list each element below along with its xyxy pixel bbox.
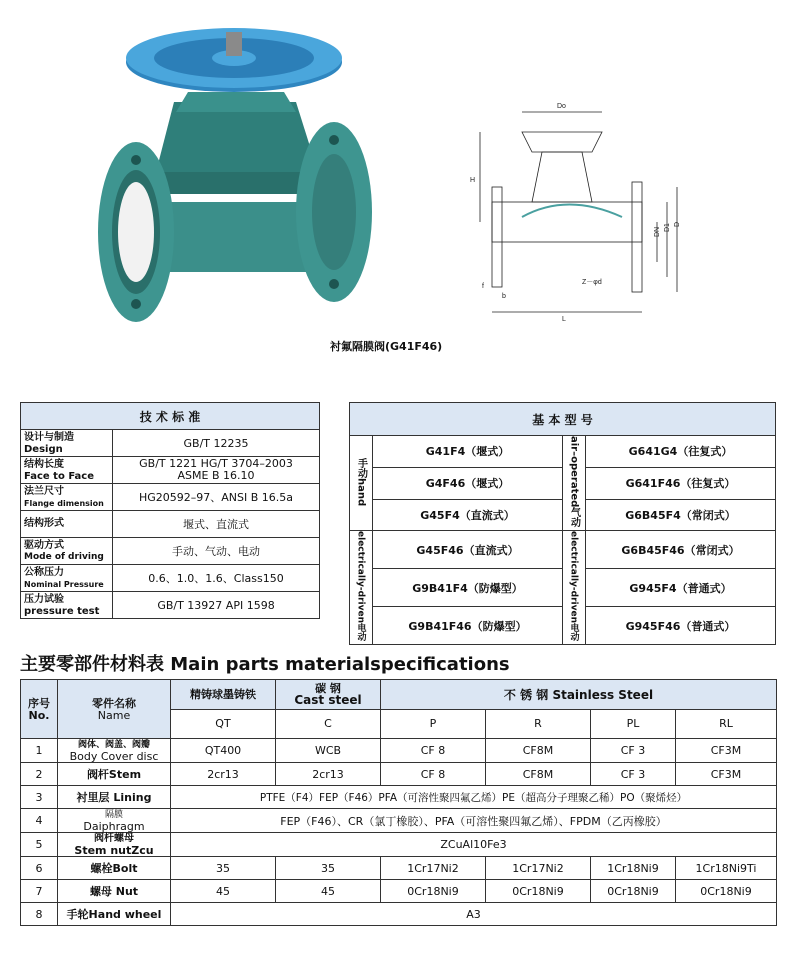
material-span-cell: A3 bbox=[171, 903, 777, 926]
stainless-header: 不 锈 钢 Stainless Steel bbox=[381, 680, 777, 710]
material-cell: 1Cr17Ni2 bbox=[486, 857, 591, 880]
row-number: 3 bbox=[21, 786, 58, 809]
svg-text:H: H bbox=[470, 177, 476, 184]
part-name: 衬里层 Lining bbox=[58, 786, 171, 809]
part-name-cn: 隔膜 bbox=[104, 810, 123, 820]
row-value: GB/T 1221 HG/T 3704–2003 ASME B 16.10 bbox=[113, 457, 320, 484]
material-cell: CF 3 bbox=[591, 763, 676, 786]
table-row bbox=[21, 484, 320, 511]
row-label-cn: 驱动方式 bbox=[24, 539, 64, 551]
part-name: 手轮Hand wheel bbox=[58, 903, 171, 926]
table-row bbox=[21, 880, 777, 903]
part-name-en: Stem nutZcu bbox=[74, 844, 154, 857]
part-name-cn: 阀体、阀盖、阀瓣 bbox=[77, 740, 150, 750]
material-cell: CF3M bbox=[676, 763, 777, 786]
part-name-en: Body Cover disc bbox=[69, 750, 159, 763]
table-row bbox=[21, 592, 320, 619]
no-header-en: No. bbox=[28, 708, 50, 722]
material-cell: 0Cr18Ni9 bbox=[676, 880, 777, 903]
row-label-cn: 压力试验 bbox=[24, 593, 64, 605]
electric-label-left: electrically-driven电动 bbox=[355, 531, 366, 642]
code-header: QT bbox=[171, 709, 276, 739]
model-cell: G45F4（直流式） bbox=[373, 499, 563, 531]
svg-text:b: b bbox=[502, 293, 506, 300]
row-number: 4 bbox=[21, 809, 58, 833]
material-cell: WCB bbox=[276, 739, 381, 763]
row-number: 5 bbox=[21, 833, 58, 857]
part-name-en: Daiphragm bbox=[83, 820, 145, 833]
row-label-cn: 结构形式 bbox=[24, 518, 64, 529]
row-label-en: Mode of driving bbox=[24, 551, 104, 562]
material-cell: CF8M bbox=[486, 739, 591, 763]
row-label-en: pressure test bbox=[24, 605, 100, 617]
row-number: 8 bbox=[21, 903, 58, 926]
material-span-cell: ZCuAl10Fe3 bbox=[171, 833, 777, 857]
material-cell: CF 8 bbox=[381, 739, 486, 763]
code-header: R bbox=[486, 709, 591, 739]
row-label-en: Face to Face bbox=[24, 470, 95, 482]
model-cell: G641G4（往复式） bbox=[586, 436, 776, 468]
material-cell: 2cr13 bbox=[276, 763, 381, 786]
basic-models-table bbox=[349, 402, 776, 645]
product-caption: 衬氟隔膜阀(G41F46) bbox=[330, 340, 443, 353]
material-cell: 35 bbox=[171, 857, 276, 880]
row-number: 1 bbox=[21, 739, 58, 763]
row-value: 堰式、直流式 bbox=[113, 511, 320, 538]
material-cell: QT400 bbox=[171, 739, 276, 763]
material-cell: CF3M bbox=[676, 739, 777, 763]
material-span-cell: FEP（F46）、CR（氯丁橡胶）、PFA（可溶性聚四氟乙烯）、FPDM（乙丙橡胶） bbox=[171, 809, 777, 833]
basic-models-title: 基 本 型 号 bbox=[350, 403, 776, 436]
table-row bbox=[21, 857, 777, 880]
code-header: PL bbox=[591, 709, 676, 739]
parts-material-table bbox=[20, 679, 777, 926]
table-header-row bbox=[21, 680, 777, 710]
manual-label: 手动hand bbox=[355, 457, 367, 506]
name-header-cn: 零件名称 bbox=[92, 696, 136, 710]
material-cell: 1Cr17Ni2 bbox=[381, 857, 486, 880]
svg-text:DN: DN bbox=[654, 226, 661, 237]
row-number: 7 bbox=[21, 880, 58, 903]
svg-text:D1: D1 bbox=[664, 223, 671, 232]
material-span-cell: PTFE（F4）FEP（F46）PFA（可溶性聚四氟乙烯）PE（超高分子理聚乙稀）PO（聚烯烃） bbox=[171, 786, 777, 809]
table-row bbox=[21, 739, 777, 763]
svg-text:f: f bbox=[482, 283, 484, 290]
tech-standard-title: 技 术 标 准 bbox=[21, 403, 320, 430]
row-number: 2 bbox=[21, 763, 58, 786]
code-header: P bbox=[381, 709, 486, 739]
model-cell: G4F46（堰式） bbox=[373, 467, 563, 499]
model-cell: G9B41F46（防爆型） bbox=[373, 607, 563, 645]
model-cell: G945F4（普通式） bbox=[586, 569, 776, 607]
material-cell: 2cr13 bbox=[171, 763, 276, 786]
table-row bbox=[21, 457, 320, 484]
model-cell: G6B45F46（常闭式） bbox=[586, 531, 776, 569]
material-cell: 45 bbox=[276, 880, 381, 903]
row-value: GB/T 12235 bbox=[113, 430, 320, 457]
material-cell: 0Cr18Ni9 bbox=[381, 880, 486, 903]
table-row bbox=[21, 903, 777, 926]
parts-section-title: 主要零部件材料表 Main parts materialspecifications bbox=[20, 654, 510, 675]
no-header-cn: 序号 bbox=[28, 696, 50, 710]
name-header-en: Name bbox=[97, 708, 131, 722]
code-header: RL bbox=[676, 709, 777, 739]
material-cell: 1Cr18Ni9 bbox=[591, 857, 676, 880]
technical-standard-table bbox=[20, 402, 320, 619]
row-label-cn: 法兰尺寸 bbox=[24, 485, 64, 497]
row-label-en: Design bbox=[24, 443, 63, 455]
model-cell: G45F46（直流式） bbox=[373, 531, 563, 569]
material-cell: 0Cr18Ni9 bbox=[486, 880, 591, 903]
svg-text:Z－φd: Z－φd bbox=[582, 279, 602, 286]
row-value: HG20592–97、ANSI B 16.5a bbox=[113, 484, 320, 511]
material-cell: 45 bbox=[171, 880, 276, 903]
part-name: 螺母 Nut bbox=[58, 880, 171, 903]
cast-steel-header-cn: 碳 钢 bbox=[315, 681, 341, 695]
material-cell: CF 8 bbox=[381, 763, 486, 786]
table-row bbox=[21, 565, 320, 592]
row-value: 手动、气动、电动 bbox=[113, 538, 320, 565]
valve-dimension-drawing bbox=[462, 92, 702, 324]
part-name: 阀杆Stem bbox=[58, 763, 171, 786]
row-label-cn: 公称压力 bbox=[24, 566, 64, 578]
material-cell: 1Cr18Ni9Ti bbox=[676, 857, 777, 880]
electric-label-right: electrically-driven电动 bbox=[568, 531, 579, 642]
row-value: GB/T 13927 API 1598 bbox=[113, 592, 320, 619]
valve-product-photo bbox=[96, 22, 376, 332]
svg-text:D: D bbox=[674, 221, 681, 227]
table-row bbox=[21, 833, 777, 857]
material-cell: CF8M bbox=[486, 763, 591, 786]
table-row bbox=[21, 786, 777, 809]
row-label-en: Nominal Pressure bbox=[24, 579, 104, 589]
table-row bbox=[350, 531, 776, 569]
svg-text:Do: Do bbox=[557, 103, 566, 110]
table-row bbox=[21, 809, 777, 833]
part-name-cn: 阀杆螺母 bbox=[94, 833, 134, 844]
table-row bbox=[21, 430, 320, 457]
row-label-cn: 设计与制造 bbox=[24, 431, 74, 443]
cast-steel-header-en: Cast steel bbox=[294, 692, 362, 707]
material-cell: CF 3 bbox=[591, 739, 676, 763]
model-cell: G6B45F4（常闭式） bbox=[586, 499, 776, 531]
row-value: 0.6、1.0、1.6、Class150 bbox=[113, 565, 320, 592]
air-operated-label: air–operated气动 bbox=[568, 436, 580, 528]
row-number: 6 bbox=[21, 857, 58, 880]
table-row bbox=[350, 436, 776, 468]
model-cell: G945F46（普通式） bbox=[586, 607, 776, 645]
part-name: 螺栓Bolt bbox=[58, 857, 171, 880]
model-cell: G41F4（堰式） bbox=[373, 436, 563, 468]
material-cell: 35 bbox=[276, 857, 381, 880]
svg-text:L: L bbox=[562, 316, 566, 323]
row-label-en: Flange dimension bbox=[24, 498, 104, 508]
model-cell: G641F46（往复式） bbox=[586, 467, 776, 499]
code-header: C bbox=[276, 709, 381, 739]
material-cell: 0Cr18Ni9 bbox=[591, 880, 676, 903]
qt-header: 精铸球墨铸铁 bbox=[171, 680, 276, 710]
table-row bbox=[21, 511, 320, 538]
row-label-cn: 结构长度 bbox=[24, 458, 64, 470]
table-row bbox=[21, 538, 320, 565]
model-cell: G9B41F4（防爆型） bbox=[373, 569, 563, 607]
table-row bbox=[21, 763, 777, 786]
